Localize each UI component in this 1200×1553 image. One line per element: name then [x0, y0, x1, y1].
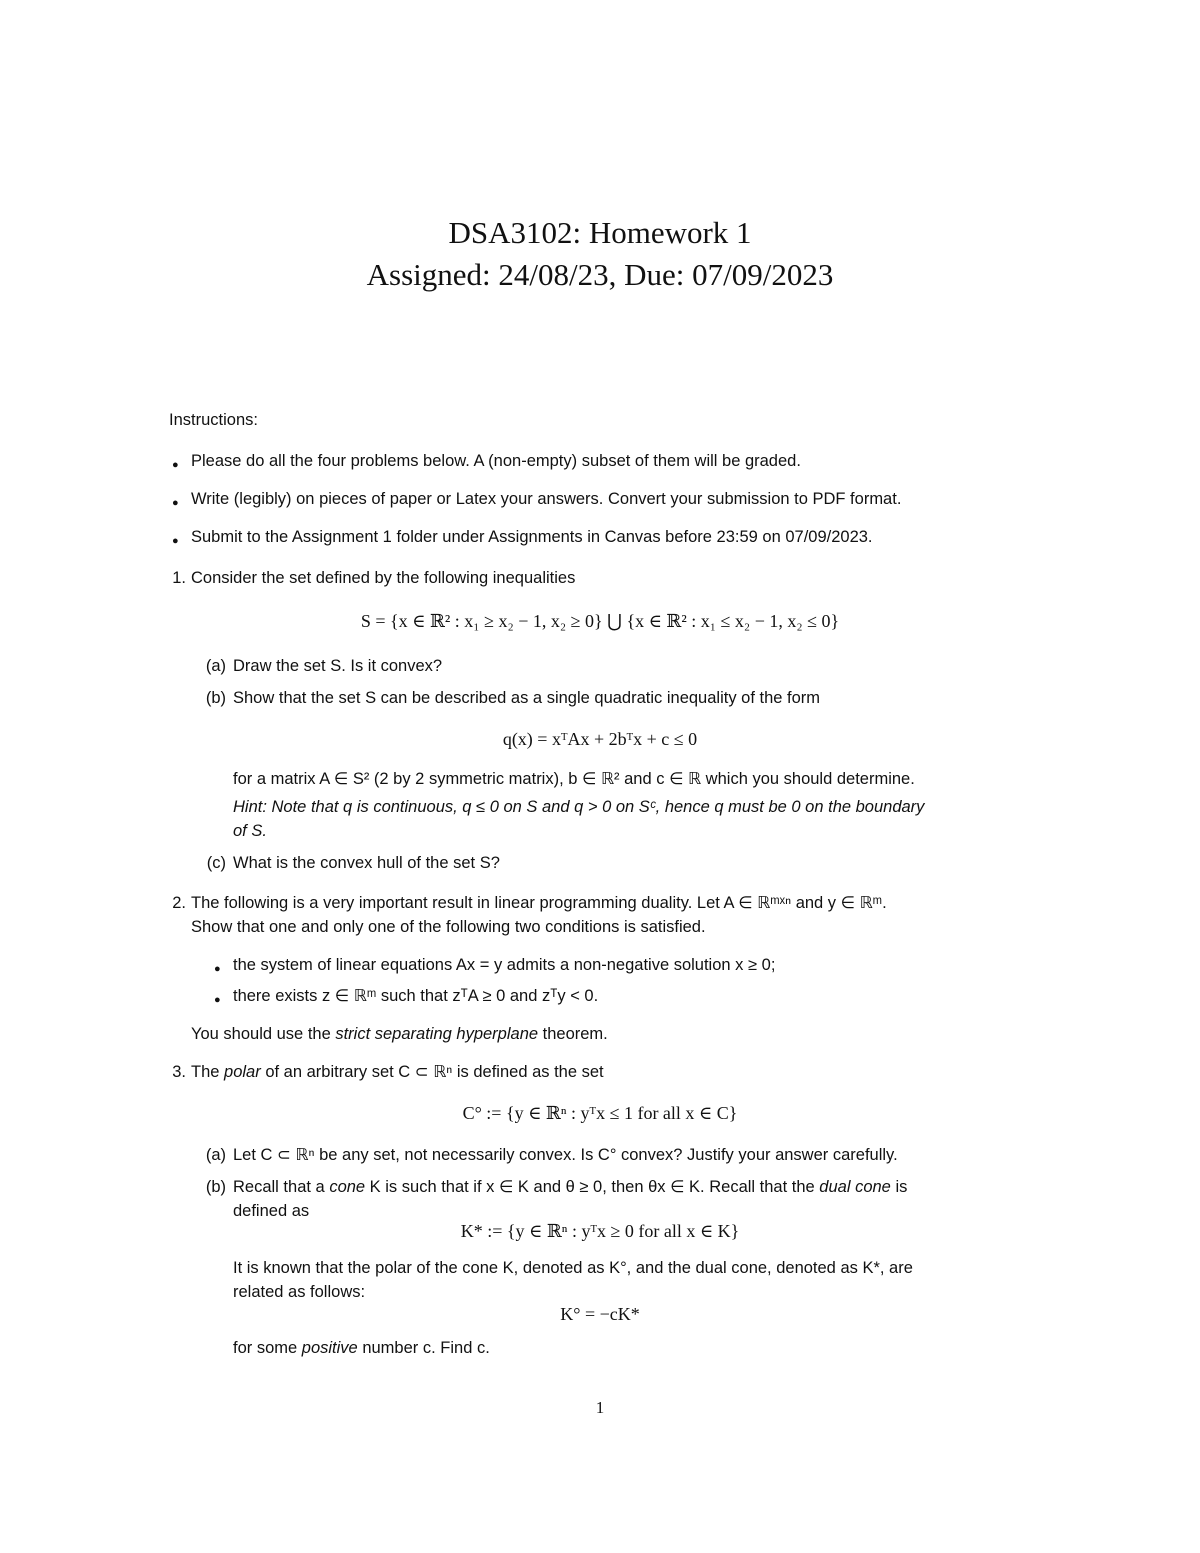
- instruction-text: Submit to the Assignment 1 folder under Assignments in Canvas before 23:59 on 07/09/2023.: [191, 528, 873, 546]
- part-text: defined as: [233, 1202, 310, 1220]
- part-text-span: for some: [233, 1339, 302, 1357]
- quadratic-formula: q(x) = xᵀAx + 2bᵀx + c ≤ 0: [502, 729, 698, 749]
- part-text: [233, 1336, 490, 1360]
- intro-text: of an arbitrary set C ⊂ ℝⁿ is defined as the set: [260, 1063, 604, 1081]
- instruction-text: Write (legibly) on pieces of paper or Latex your answers. Convert your submission to PDF format.: [191, 490, 902, 508]
- part-text-span: number c. Find c.: [357, 1339, 490, 1357]
- note-emphasis: strict separating hyperplane: [335, 1025, 539, 1043]
- set-definition-formula: S = {x ∈ ℝ² : x₁ ≥ x₂ − 1, x₂ ≥ 0} ⋃ {x ∈ ℝ² : x₁ ≤ x₂ − 1, x₂ ≤ 0}: [360, 611, 840, 631]
- part-label: (b): [205, 689, 226, 707]
- part-emphasis: cone: [329, 1178, 366, 1196]
- part-text: What is the convex hull of the set S?: [233, 854, 500, 872]
- part-emphasis: positive: [301, 1339, 358, 1357]
- problem-intro: [191, 1060, 604, 1084]
- instruction-text: Please do all the four problems below. A (non-empty) subset of them will be graded.: [191, 452, 801, 470]
- part-label: (a): [205, 657, 226, 675]
- hint-text: of S.: [233, 822, 267, 840]
- note-text: You should use the: [191, 1025, 336, 1043]
- bullet-icon: ●: [172, 459, 179, 471]
- bullet-icon: ●: [214, 994, 221, 1006]
- part-text: [233, 1175, 907, 1199]
- part-text: It is known that the polar of the cone K, denoted as K°, and the dual cone, denoted as K*, are: [233, 1259, 913, 1277]
- part-text: for a matrix A ∈ S² (2 by 2 symmetric matrix), b ∈ ℝ² and c ∈ ℝ which you should determine.: [233, 770, 915, 788]
- problem-intro: Consider the set defined by the following inequalities: [191, 569, 576, 587]
- part-text: Show that the set S can be described as a single quadratic inequality of the form: [233, 689, 821, 707]
- polar-set-formula: C° := {y ∈ ℝⁿ : yᵀx ≤ 1 for all x ∈ C}: [462, 1103, 738, 1123]
- part-text-span: is: [890, 1178, 908, 1196]
- problem-note: [191, 1022, 608, 1046]
- document-title: DSA3102: Homework 1: [448, 215, 752, 250]
- problem-text: The following is a very important result in linear programming duality. Let A ∈ ℝᵐˣⁿ and y ∈ ℝᵐ.: [191, 894, 887, 912]
- part-label: (c): [206, 854, 226, 872]
- intro-text: The: [191, 1063, 225, 1081]
- dual-cone-formula: K* := {y ∈ ℝⁿ : yᵀx ≥ 0 for all x ∈ K}: [460, 1221, 740, 1241]
- problem-number: 2.: [172, 894, 186, 912]
- part-text-span: Recall that a: [233, 1178, 330, 1196]
- part-text: Draw the set S. Is it convex?: [233, 657, 443, 675]
- problem-number: 3.: [172, 1063, 186, 1081]
- part-emphasis: dual cone: [819, 1178, 891, 1196]
- page-number: 1: [595, 1398, 605, 1417]
- instructions-heading: Instructions:: [169, 411, 258, 429]
- bullet-icon: ●: [172, 497, 179, 509]
- part-text-span: K is such that if x ∈ K and θ ≥ 0, then θx ∈ K. Recall that the: [365, 1178, 820, 1196]
- problem-text: Show that one and only one of the following two conditions is satisfied.: [191, 918, 706, 936]
- part-text: related as follows:: [233, 1283, 366, 1301]
- part-text: Let C ⊂ ℝⁿ be any set, not necessarily convex. Is C° convex? Justify your answer carefully.: [233, 1146, 898, 1164]
- bullet-icon: ●: [172, 535, 179, 547]
- problem-number: 1.: [172, 569, 186, 587]
- intro-emphasis: polar: [224, 1063, 261, 1081]
- condition-text: the system of linear equations Ax = y admits a non-negative solution x ≥ 0;: [233, 956, 776, 974]
- hint-text: Hint: Note that q is continuous, q ≤ 0 on S and q > 0 on Sᶜ, hence q must be 0 on the boundary: [233, 798, 925, 816]
- part-label: (b): [205, 1178, 226, 1196]
- document-subtitle: Assigned: 24/08/23, Due: 07/09/2023: [366, 257, 834, 292]
- bullet-icon: ●: [214, 963, 221, 975]
- part-label: (a): [205, 1146, 226, 1164]
- condition-text: there exists z ∈ ℝᵐ such that zᵀA ≥ 0 and zᵀy < 0.: [233, 987, 599, 1005]
- polar-dual-relation-formula: K° = −cK*: [560, 1304, 640, 1324]
- note-text: theorem.: [538, 1025, 608, 1043]
